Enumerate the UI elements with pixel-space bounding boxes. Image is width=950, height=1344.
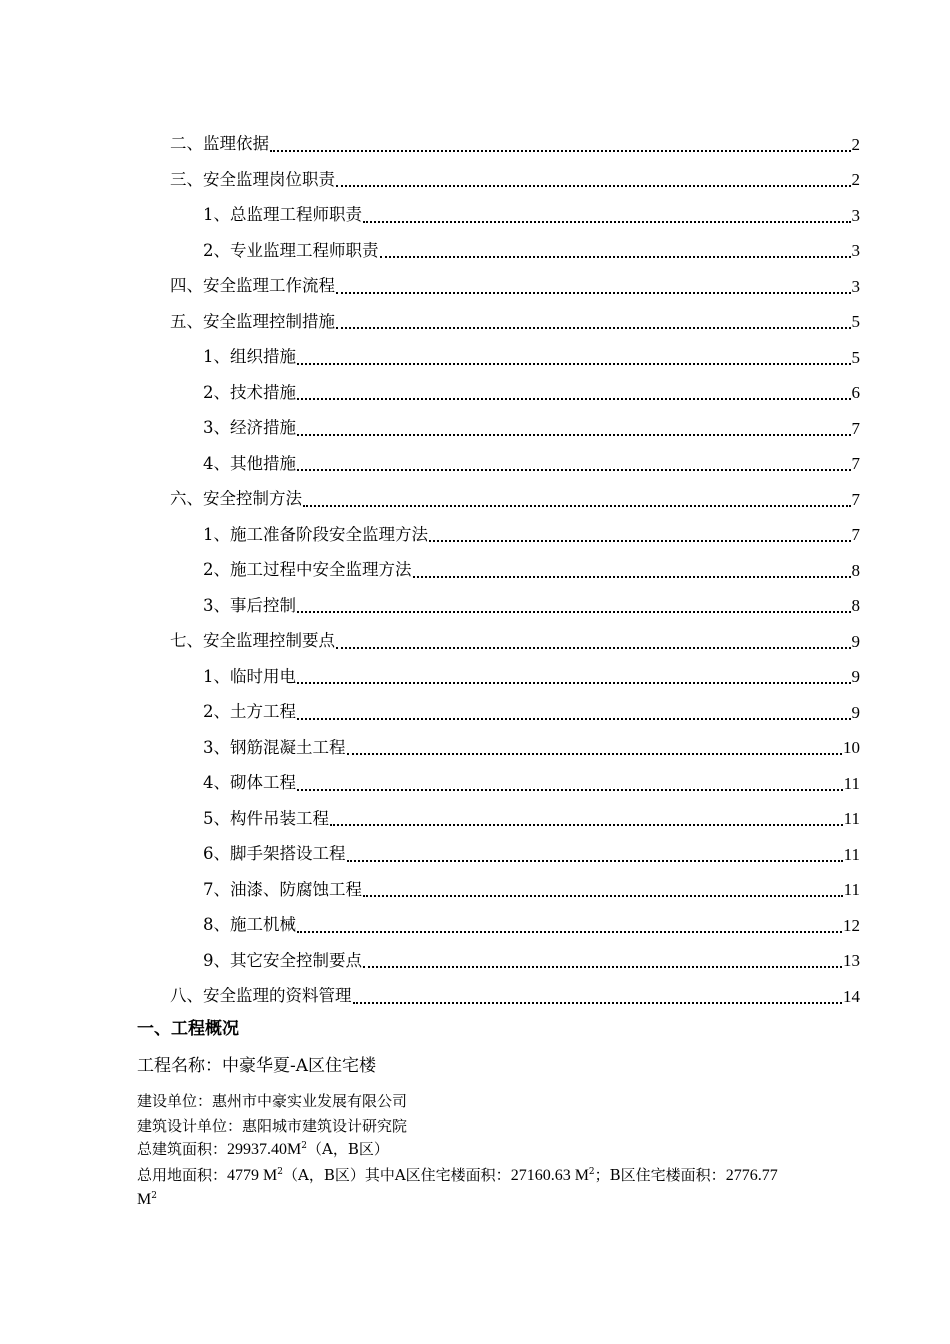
toc-entry-page: 7 [851, 418, 860, 438]
builder-line: 建设单位：惠州市中豪实业发展有限公司 [137, 1092, 408, 1110]
designer-line: 建筑设计单位：惠阳城市建筑设计研究院 [137, 1117, 408, 1135]
toc-leader-dots [336, 631, 851, 649]
toc-entry-title: 2、技术措施 [203, 382, 296, 402]
toc-entry-page: 7 [851, 454, 860, 473]
toc-entry-title: 八、安全监理的资料管理 [170, 986, 352, 1005]
toc-leader-dots [353, 986, 843, 1004]
total-area-suffix: （A，B区） [306, 1140, 389, 1158]
toc-entry[interactable] [0, 758, 860, 794]
toc-entry-page: 5 [851, 347, 860, 367]
toc-entry-title: 1、临时用电 [203, 666, 296, 686]
toc-leader-dots [363, 950, 842, 968]
toc-entry[interactable] [0, 510, 860, 546]
toc-entry[interactable] [0, 900, 860, 936]
total-area-label: 总建筑面积： [137, 1140, 228, 1158]
toc-entry-page: 7 [851, 489, 860, 509]
b-area-unit: M [137, 1191, 152, 1208]
toc-entry-title: 6、脚手架搭设工程 [203, 844, 346, 863]
toc-entry[interactable] [0, 687, 860, 723]
toc-entry[interactable] [0, 581, 860, 617]
b-area-unit-line [137, 1192, 157, 1208]
toc-entry-title: 六、安全控制方法 [170, 489, 302, 508]
a-area-sup: 2 [588, 1167, 595, 1177]
toc-entry-page: 11 [843, 844, 860, 864]
toc-leader-dots [297, 915, 842, 933]
toc-entry[interactable] [0, 794, 860, 830]
toc-entry-page: 9 [851, 702, 860, 722]
toc-entry-page: 7 [851, 525, 860, 544]
toc-entry-page: 2 [851, 170, 860, 189]
toc-entry[interactable] [0, 936, 860, 972]
toc-entry[interactable] [0, 332, 860, 368]
toc-entry[interactable] [0, 403, 860, 439]
toc-entry-page: 6 [851, 383, 860, 402]
toc-entry[interactable] [0, 829, 860, 865]
toc-entry-page: 3 [851, 276, 860, 296]
toc-entry-title: 3、钢筋混凝土工程 [203, 737, 346, 757]
toc-entry[interactable] [0, 652, 860, 688]
toc-entry-page: 3 [851, 241, 860, 260]
toc-leader-dots [303, 489, 851, 507]
toc-entry-title: 9、其它安全控制要点 [203, 950, 362, 970]
toc-entry-page: 11 [843, 880, 860, 899]
toc-entry-title: 七、安全监理控制要点 [170, 631, 335, 650]
b-area-value: 2776.77 [725, 1167, 778, 1184]
toc-leader-dots [297, 347, 851, 365]
toc-entry-page: 8 [851, 560, 860, 580]
toc-entry[interactable] [0, 971, 860, 1007]
toc-entry[interactable] [0, 474, 860, 510]
toc-entry[interactable] [0, 865, 860, 901]
land-area-value: 4779 M [227, 1167, 278, 1184]
land-area-mid: （A，B区）其中A区住宅楼面积： [282, 1166, 511, 1184]
toc-leader-dots [297, 702, 851, 720]
toc-entry-title: 3、事后控制 [203, 595, 296, 615]
toc-leader-dots [380, 240, 851, 258]
section-title: 一、工程概况 [137, 1019, 239, 1039]
b-area-unit-sup: 2 [151, 1191, 157, 1201]
toc-entry-title: 5、构件吊装工程 [203, 808, 329, 828]
toc-entry-page: 3 [851, 205, 860, 225]
toc-leader-dots [297, 418, 851, 436]
toc-leader-dots [297, 666, 851, 684]
toc-entry[interactable] [0, 155, 860, 191]
toc-entry-title: 四、安全监理工作流程 [170, 276, 335, 295]
toc-leader-dots [297, 595, 851, 613]
toc-entry[interactable] [0, 723, 860, 759]
toc-entry-title: 五、安全监理控制措施 [170, 311, 335, 331]
land-area-sup: 2 [277, 1167, 283, 1177]
toc-leader-dots [336, 276, 851, 294]
toc-leader-dots [270, 134, 851, 152]
toc-leader-dots [297, 773, 843, 791]
toc-entry-title: 1、组织措施 [203, 347, 296, 366]
total-area-value: 29937.40M [227, 1141, 302, 1158]
toc-entry-title: 1、总监理工程师职责 [203, 205, 362, 224]
toc-entry-title: 二、监理依据 [170, 134, 269, 153]
total-area-line [137, 1142, 389, 1158]
toc-entry-page: 12 [843, 915, 860, 935]
toc-leader-dots [347, 844, 843, 862]
toc-entry-title: 4、砌体工程 [203, 773, 296, 792]
toc-entry-page: 14 [843, 986, 860, 1006]
toc-entry[interactable] [0, 190, 860, 226]
toc-entry[interactable] [0, 616, 860, 652]
toc-entry[interactable] [0, 261, 860, 297]
toc-entry[interactable] [0, 439, 860, 475]
toc-entry[interactable] [0, 226, 860, 262]
toc-entry-page: 11 [843, 773, 860, 793]
toc-leader-dots [336, 169, 851, 187]
toc-entry-page: 9 [851, 631, 860, 651]
toc-leader-dots [363, 205, 851, 223]
toc-entry-page: 5 [851, 312, 860, 331]
land-area-line [137, 1168, 778, 1184]
toc-entry[interactable] [0, 368, 860, 404]
total-area-sup: 2 [301, 1141, 307, 1151]
toc-entry-title: 2、施工过程中安全监理方法 [203, 560, 412, 579]
toc-leader-dots [429, 524, 851, 542]
toc-entry-title: 8、施工机械 [203, 915, 296, 934]
b-area-label: ；B区住宅楼面积： [594, 1166, 726, 1184]
toc-leader-dots [413, 560, 851, 578]
toc-list [0, 119, 860, 1007]
toc-entry-title: 4、其他措施 [203, 453, 296, 473]
toc-entry-title: 7、油漆、防腐蚀工程 [203, 879, 362, 899]
toc-leader-dots [347, 737, 843, 755]
toc-entry-page: 8 [851, 596, 860, 615]
toc-leader-dots [330, 808, 843, 826]
land-area-label: 总用地面积： [137, 1166, 228, 1184]
toc-entry[interactable] [0, 545, 860, 581]
toc-entry-title: 3、经济措施 [203, 418, 296, 437]
toc-entry[interactable] [0, 119, 860, 155]
toc-entry-title: 三、安全监理岗位职责 [170, 169, 335, 189]
toc-entry-page: 13 [843, 951, 860, 970]
toc-entry-page: 2 [851, 134, 860, 154]
toc-entry-title: 2、土方工程 [203, 702, 296, 721]
toc-leader-dots [297, 453, 851, 471]
toc-leader-dots [363, 879, 843, 897]
a-area-value: 27160.63 M [510, 1167, 589, 1184]
toc-entry-page: 10 [843, 738, 860, 757]
toc-leader-dots [336, 311, 851, 329]
toc-leader-dots [297, 382, 851, 400]
toc-entry-page: 11 [843, 809, 860, 828]
toc-entry[interactable] [0, 297, 860, 333]
toc-entry-title: 2、专业监理工程师职责 [203, 240, 379, 260]
toc-entry-page: 9 [851, 667, 860, 686]
toc-entry-title: 1、施工准备阶段安全监理方法 [203, 524, 428, 544]
project-name: 工程名称：中豪华夏-A区住宅楼 [137, 1056, 377, 1076]
